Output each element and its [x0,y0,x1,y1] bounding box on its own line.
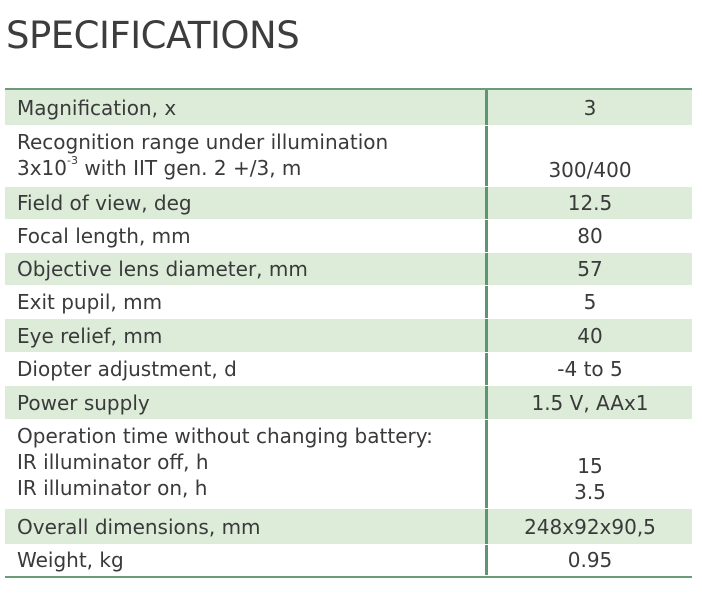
table-row [5,319,692,353]
param-cell [5,420,485,508]
param-line: IR illuminator on, h [17,476,208,500]
table-row [5,353,692,386]
value-cell: -4 to 5 [557,357,623,381]
specifications-table [5,88,692,578]
value-cell [488,420,692,508]
value-cell: 248x92x90,5 [524,514,656,539]
param-cell [5,126,485,186]
param-cell: Weight, kg [17,548,124,572]
value-cell: 1.5 V, AAx1 [531,390,649,415]
table-row [5,253,692,286]
page-title: SPECIFICATIONS [6,14,300,57]
value-cell: 3 [583,95,597,120]
param-line [17,155,485,181]
value-text: 300/400 [548,158,632,182]
param-cell: Field of view, deg [17,191,192,215]
table-row [5,126,692,187]
value-text: 3.5 [574,480,606,504]
table-row [5,286,692,319]
param-cell: Overall dimensions, mm [17,514,261,539]
param-cell: Magnification, x [17,95,177,120]
param-line-superscript: -3 [67,154,78,168]
table-row [5,386,692,420]
param-cell: Exit pupil, mm [17,290,163,314]
value-cell: 57 [577,257,603,281]
param-line: IR illuminator off, h [17,450,209,474]
value-text: 15 [577,454,603,478]
table-row [5,420,692,509]
param-cell: Diopter adjustment, d [17,357,237,381]
param-line-prefix: 3x10 [17,156,68,180]
param-cell: Focal length, mm [17,224,191,248]
param-line: Operation time without changing battery: [17,424,433,448]
value-cell: 12.5 [567,191,613,215]
value-cell: 0.95 [567,548,613,572]
param-cell: Power supply [17,390,150,415]
table-row [5,220,692,253]
value-cell: 80 [577,224,603,248]
param-cell: Objective lens diameter, mm [17,257,308,281]
table-row [5,545,692,576]
param-line-suffix: with IIT gen. 2 +/3, m [77,156,302,180]
value-cell: 5 [583,290,597,314]
table-row [5,90,692,126]
value-cell: 40 [577,323,603,348]
table-row [5,509,692,545]
param-cell: Eye relief, mm [17,323,163,348]
table-row [5,187,692,220]
param-line: Recognition range under illumination [17,130,389,154]
value-cell [488,126,692,186]
